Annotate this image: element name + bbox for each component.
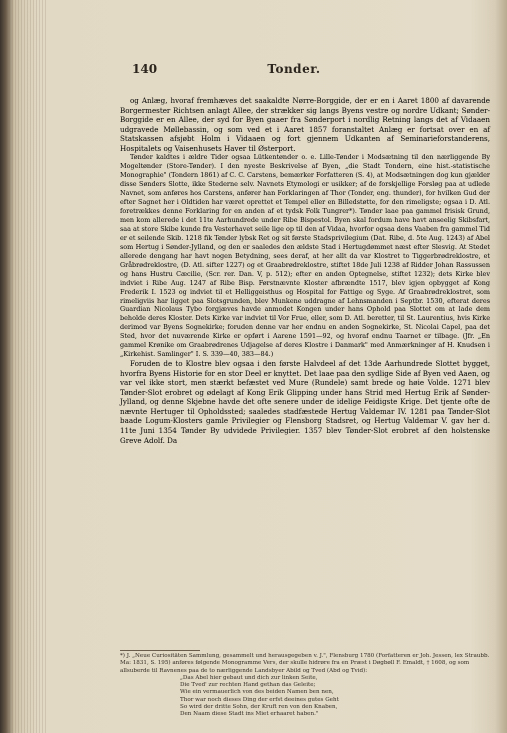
page-number: 140: [132, 62, 158, 76]
paragraph-3: Foruden de to Klostre blev ogsaa i den første Halvdeel af det 13de Aarhundrede Slottet bygget, hvorfra Byens Historie for en stor Deel er knyttet. Det laae paa den sydlige Side af Byen ved Aaen, og var vel ikke stort, men stærkt befæstet ved Mure (Rundele) samt brede og høie Volde. 1271 blev Tønder-Slot erobret og ødelagt af Kong Erik Glipping under hans Strid med Hertug Erik af Sønder-Jylland, og denne Skjebne havde det ofte senere under de idelige Feidigste Krige. Det tjente ofte de nævnte Hertuger til Opholdssted; saaledes stadfæstede Hertug Valdemar IV. 1281 paa Tønder-Slot baade Logum-Klosters gamle Privilegier og Flensborg Stadsret, og Hertug Valdemar V. gav her d. 11te Juni 1354 Tønder By udvidede Privilegier. 1357 blev Tønder-Slot erobret af den holstenske Greve Adolf. Da: [120, 359, 490, 445]
running-head: Tonder.: [267, 62, 321, 76]
paragraph-2: Tønder kaldtes i ældre Tider ogsaa Lütkentønder o. e. Lille-Tønder i Modsætning til den nærliggende By Mogeltønder (Store-Tønder). I den nyeste Beskrivelse af Byen, „die Stadt Tondern, eine hist.-statistische Monographie" (Tondern 1861) af C. C. Carstens, bemærker Forfatteren (S. 4), at Modsætningen dog kun gjælder disse Sønders Slotte, ikke Stederne selv. Navnets Etymologi er usikker; af de forskjellige Forsløg paa at udlede Navnet, som anføres hos Carstens, anfører han Forklaringen af Thor (Tonder, eng. thunder), for hvilken Gud der efter Sagnet her i Oldtiden har været oprettet et Tempel eller en Billedstøtte, for den rimeligste; ogsaa i D. Atl. foretrækkes denne Forklaring for en anden af et tydsk Folk Tungrer*). Tønder laae paa gammel frisisk Grund, men kom allerede i det 11te Aarhundrede under Ribe Bispestol. Byen skal fordum have havt anseelig Skibsfart, saa at store Skibe kunde fra Vesterhavet seile lige op til den af Vidaa, hvorfor ogsaa dens Vaaben fra gammel Tid er et seilende Skib. 1218 fik Tønder lybsk Ret og sit første Stadsprivilegium (Dat. Ribe, d. 5te Aug. 1243) af Abel som Hertug i Sønder-Jylland, og den er saaledes den ældste Stad i Hertugdømmet næst efter Slesvig. At Stedet allerede dengang har havt nogen Betydning, sees deraf, at her allt da var Klostret to Tiggerbrødreklostre, et Gråbrødreklostre, (D. Atl. sifter 1227) og et Graabrødreklostre, stiftet 18de Juli 1238 af Ridder Johan Rassussen og hans Hustru Cæcilie, (Scr. rer. Dan. V, p. 512); efter en anden Optegnelse, stiftet 1232); dets Kirke blev indviet i Ribe Aug. 1247 af Ribe Bisp. Førstnævnte Kloster afbrændte 1517, blev igjen opbygget af Kong Frederik I. 1523 og indviet til et Helliggeisthus og Hospital for Fattige og Syge. Af Graabrødreklostret, som rimeligviis har ligget paa Slotsgrunden, blev Munkene uddragne af Lehnsmanden i Septbr. 1530, efterat deres Guardian Nicolaus Tybo forgjæves havde anmodet Kongen under hans Ophold paa Slottet om at lade dem beholde deres Kloster. Dets Kirke var indviet til Vor Frue, eller, som D. Atl. beretter, til St. Laurentius, hvis Kirke derimod var Byens Sognekirke; foruden denne var her endnu en anden Sognekirke, St. Nicolai Capel, paa det Sted, hvor det nuværende Kirke er opført i Aarene 1591—92, og hvoraf endnu Taarnet er tilbage. (Jfr. „En gammel Krønike om Graabrødrenes Udjagelse af deres Klostre i Danmark" med Anmærkninger af H. Knudsen i „Kirkehist. Samlinger" I. S. 339—40, 383—84.): [120, 153, 491, 359]
page-edges: [6, 0, 46, 733]
footnote-verse: „Das Abel hier gebaut und dich zur linken Seite, Die Tved' zur rechten Hand gethan das Geleite; Wie ein vermauerlich von des beiden Namen ben nen, Thor war noch dieses Ding der erfst deeines gutes Geht So wird der dritte Sohn, der Kruft ren von den Knaben, Den Naam diese Stadt ins Miet erhaaret haben.": [180, 674, 339, 718]
body-text: [120, 96, 490, 445]
footnote-text: J. „Neue Curiositäten Sammlung, gesammelt und herausgegeben v. J.", Flensburg 1780 (Forfatteren er Joh. Jessen, lex Straubb. Ma: 1831, S. 195) anføres følgende Monogramme Vers, der skulle hidrøre fra en Præst i Døgbøll F. Emaldt, † 1608, og som allsuberde til Ravnenes paa de to nærliggende Landsbyer Abild og Tved (Abd og Tvid):: [120, 653, 490, 674]
footnote-marker: *): [120, 653, 125, 659]
footnote-rule: [120, 650, 200, 651]
paragraph-1: og Anlæg, hvoraf fremhæves det saakaldte Nørre-Borggide, der er en i Aaret 1800 af davarende Borgermester Richtsen anlagt Allee, der strækker sig langs Byens vestre og nordre Udkant; Sønder-Borggide er en Allee, der syd for Byen gaaer fra Sønderport i nordlig Retning langs det af Vidaaen udgravede Møllebassin, og som ved et i Aaret 1857 foranstaltet Anlæg er fortsat over en af Statskassen afsjøbt Holm i Vidaaen og fort gjennem Udkanten af Seminarieforstanderens, Hospitalets og Vaisenhusets Haver til Østerport.: [120, 96, 490, 153]
footnote: [120, 653, 490, 719]
